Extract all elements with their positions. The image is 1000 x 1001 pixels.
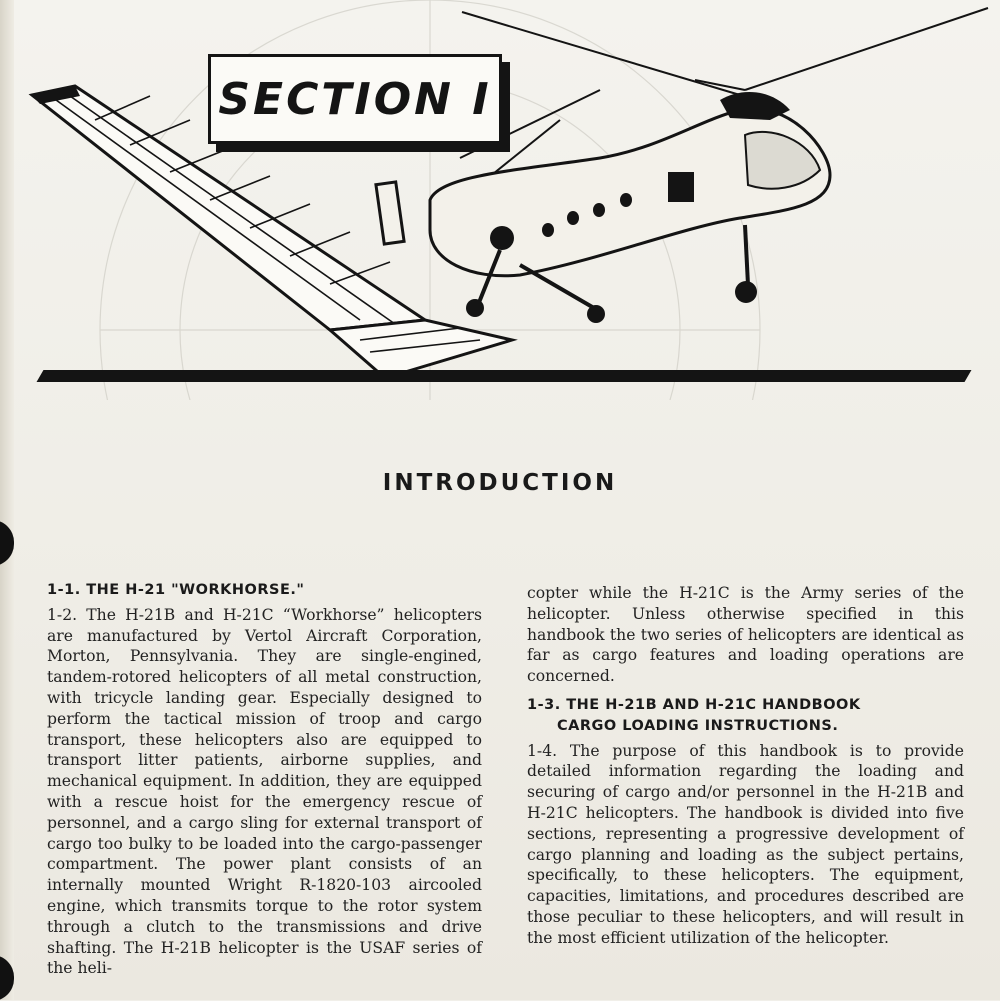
paragraph-1-2-continuation: copter while the H-21C is the Army series of the helicopter. Unless otherwise specified in this handbook the two series of helicopters are identical as far as cargo features and loading operations are concerned. [527, 584, 964, 686]
subsection-heading-1-3-line2: CARGO LOADING INSTRUCTIONS. [557, 717, 839, 734]
subsection-heading-1-3 [527, 695, 964, 737]
left-column [47, 580, 482, 979]
paragraph-1-2: 1-2. The H-21B and H-21C “Workhorse” helicopters are manufactured by Vertol Aircraft Corporation, Morton, Pennsylvania. They are single-engined, tandem-rotored helicopters of all metal construction, with tricycle landing gear. Especially designed to perform the tactical mission of troop and cargo transport, these helicopters also are equipped to transport litter patients, airborne supplies, and mechanical equipment. In addition, they are equipped with a rescue hoist for the emergency rescue of personnel, and a cargo sling for external transport of cargo too bulky to be loaded into the cargo-passenger compartment. The power plant consists of an internally mounted Wright R-1820-103 aircooled engine, which transmits torque to the rotor system through a clutch to the transmissions and drive shafting. The H-21B helicopter is the USAF series of the heli- [47, 605, 482, 978]
paragraph-1-4: 1-4. The purpose of this handbook is to provide detailed information regarding the loading and securing of cargo and/or personnel in the H-21B and H-21C helicopters. The handbook is divided into five sections, representing a progressive development of cargo planning and loading as the subject pertains, specifically, to these helicopters. The equipment, capacities, limitations, and procedures described are those peculiar to these helicopters, and will result in the most efficient utilization of the helicopter. [527, 741, 964, 947]
section-title-plate [208, 54, 502, 144]
subsection-heading-1-1: 1-1. THE H-21 "WORKHORSE." [47, 582, 305, 598]
ground-line [37, 370, 972, 382]
section-title: SECTION I [218, 73, 492, 125]
introduction-heading: INTRODUCTION [382, 470, 618, 496]
subsection-heading-1-3-line1: 1-3. THE H-21B AND H-21C HANDBOOK [527, 696, 861, 713]
right-column [527, 583, 964, 949]
